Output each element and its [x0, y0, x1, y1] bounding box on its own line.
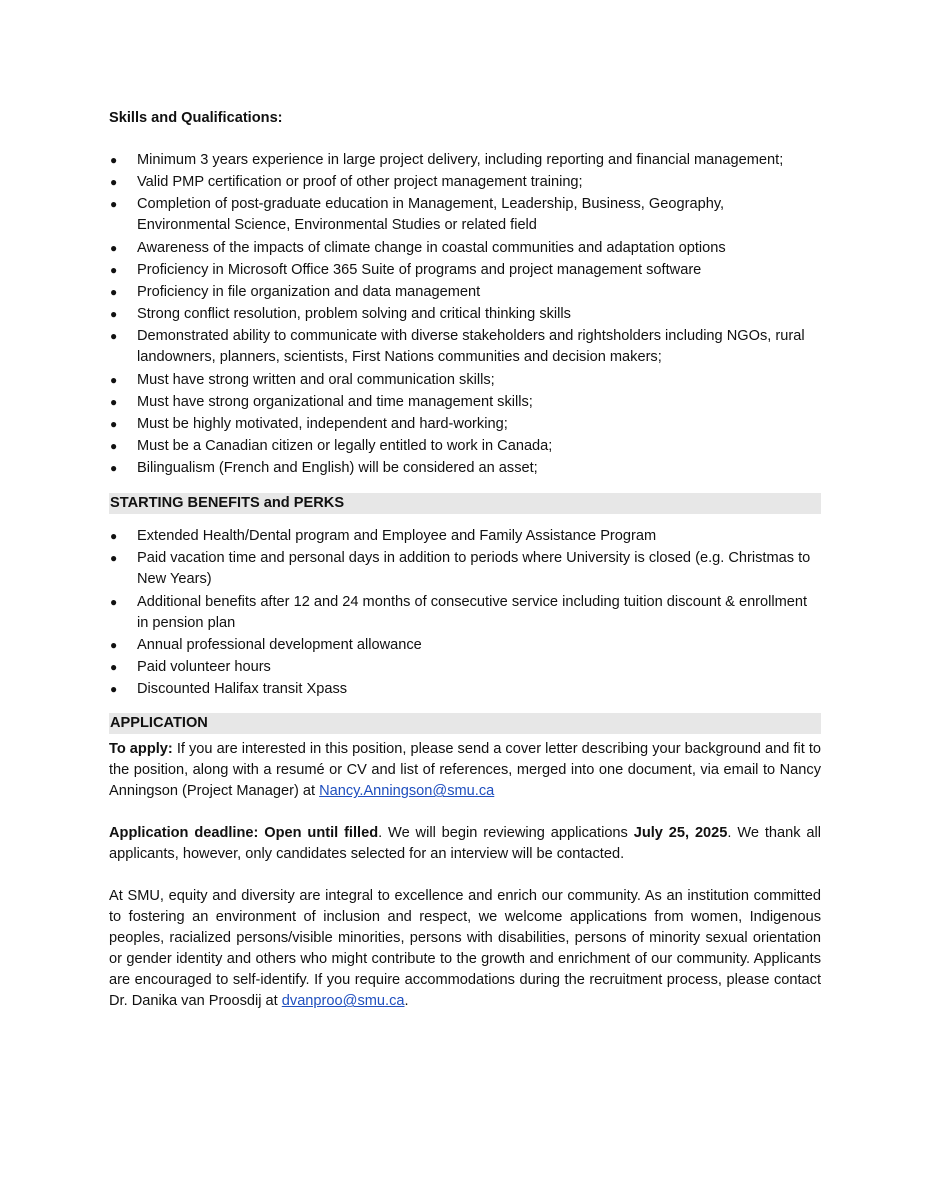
- benefits-list: [109, 526, 821, 700]
- bullet-icon: ●: [110, 175, 118, 190]
- list-item-text: Discounted Halifax transit Xpass: [137, 681, 348, 698]
- list-item-text: Must have strong written and oral communication skills;: [137, 371, 495, 388]
- bullet-icon: ●: [110, 372, 118, 387]
- document-page: [109, 108, 821, 1012]
- bullet-icon: ●: [110, 439, 118, 454]
- list-item: [109, 326, 821, 368]
- list-item-text: Completion of post-graduate education in Management, Leadership, Business, Geography, Environmental Science, Environmental Studies or related field: [137, 196, 725, 234]
- paragraph-gap: [109, 802, 821, 823]
- bullet-icon: ●: [110, 329, 118, 344]
- list-item-text: Strong conflict resolution, problem solving and critical thinking skills: [137, 306, 571, 323]
- bullet-icon: ●: [110, 529, 118, 544]
- paragraph-gap: [109, 865, 821, 886]
- bullet-icon: ●: [110, 262, 118, 277]
- list-item-text: Extended Health/Dental program and Employee and Family Assistance Program: [137, 528, 657, 545]
- equity-text: At SMU, equity and diversity are integral to excellence and enrich our community. As an institution committed to fostering an environment of inclusion and respect, we welcome applications from women, Indigenous peoples, racialized persons/visible minorities, persons with disabilities, persons of minority sexual orientation or gender identity and others who might contribute to the growth and enrichment of our community. Applicants are encouraged to self-identify. If you require accommodations during the recruitment process, please contact Dr. Danika van Proosdij at: [109, 888, 821, 1010]
- list-item-text: Additional benefits after 12 and 24 months of consecutive service including tuition discount & enrollment in pension plan: [137, 593, 808, 631]
- list-item: [109, 635, 821, 656]
- list-item: [109, 458, 821, 479]
- list-item: [109, 238, 821, 259]
- bullet-icon: ●: [110, 416, 118, 431]
- apply-email-link[interactable]: Nancy.Anningson@smu.ca: [319, 783, 495, 800]
- list-item: [109, 414, 821, 435]
- list-item: [109, 592, 821, 634]
- list-item-text: Annual professional development allowance: [137, 636, 422, 653]
- list-item-text: Minimum 3 years experience in large project delivery, including reporting and financial management;: [137, 152, 784, 168]
- benefits-heading: STARTING BENEFITS and PERKS: [109, 493, 821, 514]
- list-item-text: Demonstrated ability to communicate with diverse stakeholders and rightsholders including NGOs, rural landowners, planners, scientists, First Nations communities and decision makers;: [137, 328, 805, 366]
- bullet-icon: ●: [110, 594, 118, 609]
- list-item-text: Bilingualism (French and English) will be considered an asset;: [137, 460, 538, 477]
- deadline-text: . We will begin reviewing applications: [378, 825, 634, 842]
- bullet-icon: ●: [110, 240, 118, 255]
- deadline-paragraph: [109, 823, 821, 865]
- list-item: [109, 392, 821, 413]
- apply-text: If you are interested in this position, please send a cover letter describing your background and fit to the position, along with a resumé or CV and list of references, merged into one document, via email to Nancy Anningson (Project Manager) at: [109, 741, 821, 800]
- deadline-date: July 25, 2025: [633, 825, 728, 842]
- list-item: [109, 548, 821, 590]
- list-item-text: Proficiency in file organization and data management: [137, 283, 481, 300]
- bullet-icon: ●: [110, 394, 118, 409]
- application-heading: APPLICATION: [109, 713, 821, 734]
- deadline-text-end: . We thank all applicants, however, only candidates selected for an interview will be contacted.: [109, 825, 821, 863]
- bullet-icon: ●: [110, 284, 118, 299]
- bullet-icon: ●: [110, 461, 118, 476]
- list-item: [109, 172, 821, 193]
- apply-paragraph: [109, 739, 821, 802]
- bullet-icon: ●: [110, 197, 118, 212]
- list-item-text: Must be highly motivated, independent and hard-working;: [137, 415, 508, 432]
- list-item: [109, 282, 821, 303]
- list-item: [109, 526, 821, 547]
- list-item: [109, 370, 821, 391]
- list-item: [109, 194, 821, 236]
- bullet-icon: ●: [110, 660, 118, 674]
- list-item: [109, 679, 821, 700]
- bullet-icon: ●: [110, 637, 118, 652]
- list-item: [109, 150, 821, 171]
- equity-end: .: [404, 993, 409, 1010]
- list-item-text: Paid vacation time and personal days in addition to periods where University is closed (e.g. Christmas to New Years): [137, 550, 811, 588]
- bullet-icon: ●: [110, 682, 118, 697]
- list-item-text: Must be a Canadian citizen or legally entitled to work in Canada;: [137, 438, 553, 455]
- list-item: [109, 304, 821, 325]
- list-item-text: Valid PMP certification or proof of other project management training;: [137, 174, 583, 191]
- list-item: [109, 436, 821, 457]
- list-item-text: Proficiency in Microsoft Office 365 Suite of programs and project management software: [137, 261, 702, 278]
- apply-label: To apply:: [109, 741, 173, 758]
- list-item: [109, 260, 821, 281]
- deadline-label: Application deadline: Open until filled: [109, 825, 379, 842]
- bullet-icon: ●: [110, 307, 118, 322]
- bullet-icon: ●: [110, 551, 118, 566]
- equity-paragraph: [109, 886, 821, 1012]
- bullet-icon: ●: [110, 153, 118, 167]
- skills-heading: Skills and Qualifications:: [109, 110, 283, 126]
- list-item-text: Paid volunteer hours: [137, 659, 271, 675]
- contact-email-link[interactable]: dvanproo@smu.ca: [281, 993, 405, 1010]
- list-item-text: Awareness of the impacts of climate change in coastal communities and adaptation options: [137, 239, 726, 256]
- list-item-text: Must have strong organizational and time management skills;: [137, 393, 533, 410]
- skills-list: [109, 150, 821, 479]
- list-item: [109, 657, 821, 678]
